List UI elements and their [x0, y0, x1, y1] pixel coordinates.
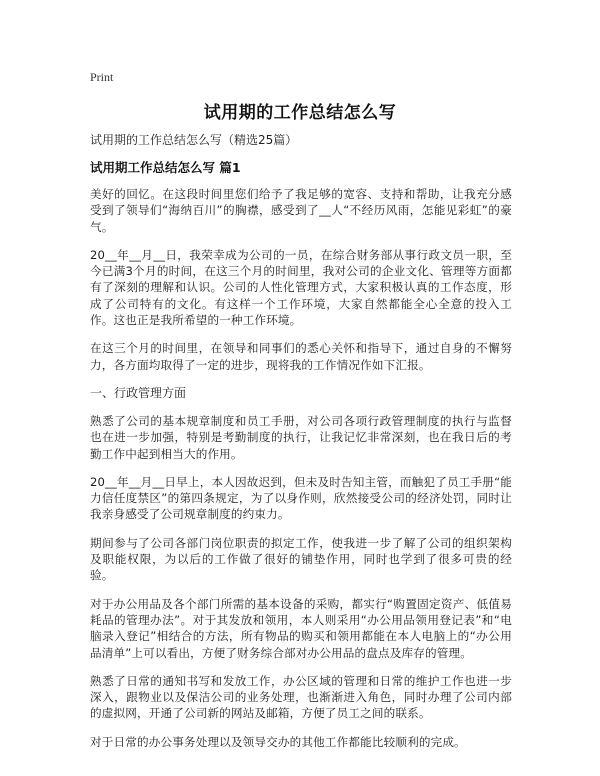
document-subtitle: 试用期的工作总结怎么写（精选25篇） [90, 133, 298, 147]
paragraph-7: 对于办公用品及各个部门所需的基本设备的采购，都实行“购置固定资产、低值易耗品的管理办法”。对于其发放和领用，本人则采用“办公用品领用登记表”和“电脑录入登记”相结合的方法，所有物品的购买和领用都能在本人电脑上的“办公用品清单”上可以看出，方便了财务综合部对办公用品的盘点及库存的管理。 [90, 596, 512, 660]
print-label[interactable]: Print [90, 70, 114, 84]
paragraph-8: 熟悉了日常的通知书写和发放工作，办公区域的管理和日常的维护工作也进一步深入，跟物业以及保洁公司的业务处理，也渐渐进入角色，同时办理了公司内部的虚拟网，开通了公司新的网站及邮箱，方便了员工之间的联系。 [90, 673, 512, 721]
paragraph-5: 20__年__月__日早上，本人因故迟到，但未及时告知主管，而触犯了员工手册“能力信任度禁区”的第四条规定，为了以身作则，欣然接受公司的经济处罚，同时让我亲身感受了公司规章制度的约束力。 [90, 474, 512, 522]
paragraph-3: 在这三个月的时间里，在领导和同事们的悉心关怀和指导下，通过自身的不懈努力，各方面均取得了一定的进步，现将我的工作情况作如下汇报。 [90, 341, 512, 372]
paragraph-2: 20__年__月__日，我荣幸成为公司的一员，在综合财务部从事行政文员一职，至今已满3个月的时间，在这三个月的时间里，我对公司的企业文化、管理等方面都有了深刻的理解和认识。公司的人性化管理方式，大家积极认真的工作态度，形成了公司特有的文化。有这样一个工作环境，大家自然都能全心全意的投入工作。这也正是我所希望的一种工作环境。 [90, 247, 512, 328]
subsection-heading: 一、行政管理方面 [90, 385, 187, 400]
paragraph-4: 熟悉了公司的基本规章制度和员工手册，对公司各项行政管理制度的执行与监督也在进一步加强，特别是考勤制度的执行，让我记忆非常深刻，也在我日后的考勤工作中起到相当大的作用。 [90, 413, 512, 461]
document-title: 试用期的工作总结怎么写 [203, 103, 397, 123]
paragraph-6: 期间参与了公司各部门岗位职责的拟定工作，使我进一步了解了公司的组织架构及职能权限，为以后的工作做了很好的铺垫作用，同时也学到了很多可贵的经验。 [90, 535, 512, 583]
paragraph-9: 对于日常的办公事务处理以及领导交办的其他工作都能比较顺利的完成。 [90, 734, 466, 749]
paragraph-1: 美好的回忆。在这段时间里您们给予了我足够的宽容、支持和帮助，让我充分感受到了领导们“海纳百川”的胸襟，感受到了__人“不经历风雨，怎能见彩虹”的豪气。 [90, 187, 512, 234]
document-body [90, 132, 512, 762]
section-heading: 试用期工作总结怎么写 篇1 [90, 160, 241, 175]
